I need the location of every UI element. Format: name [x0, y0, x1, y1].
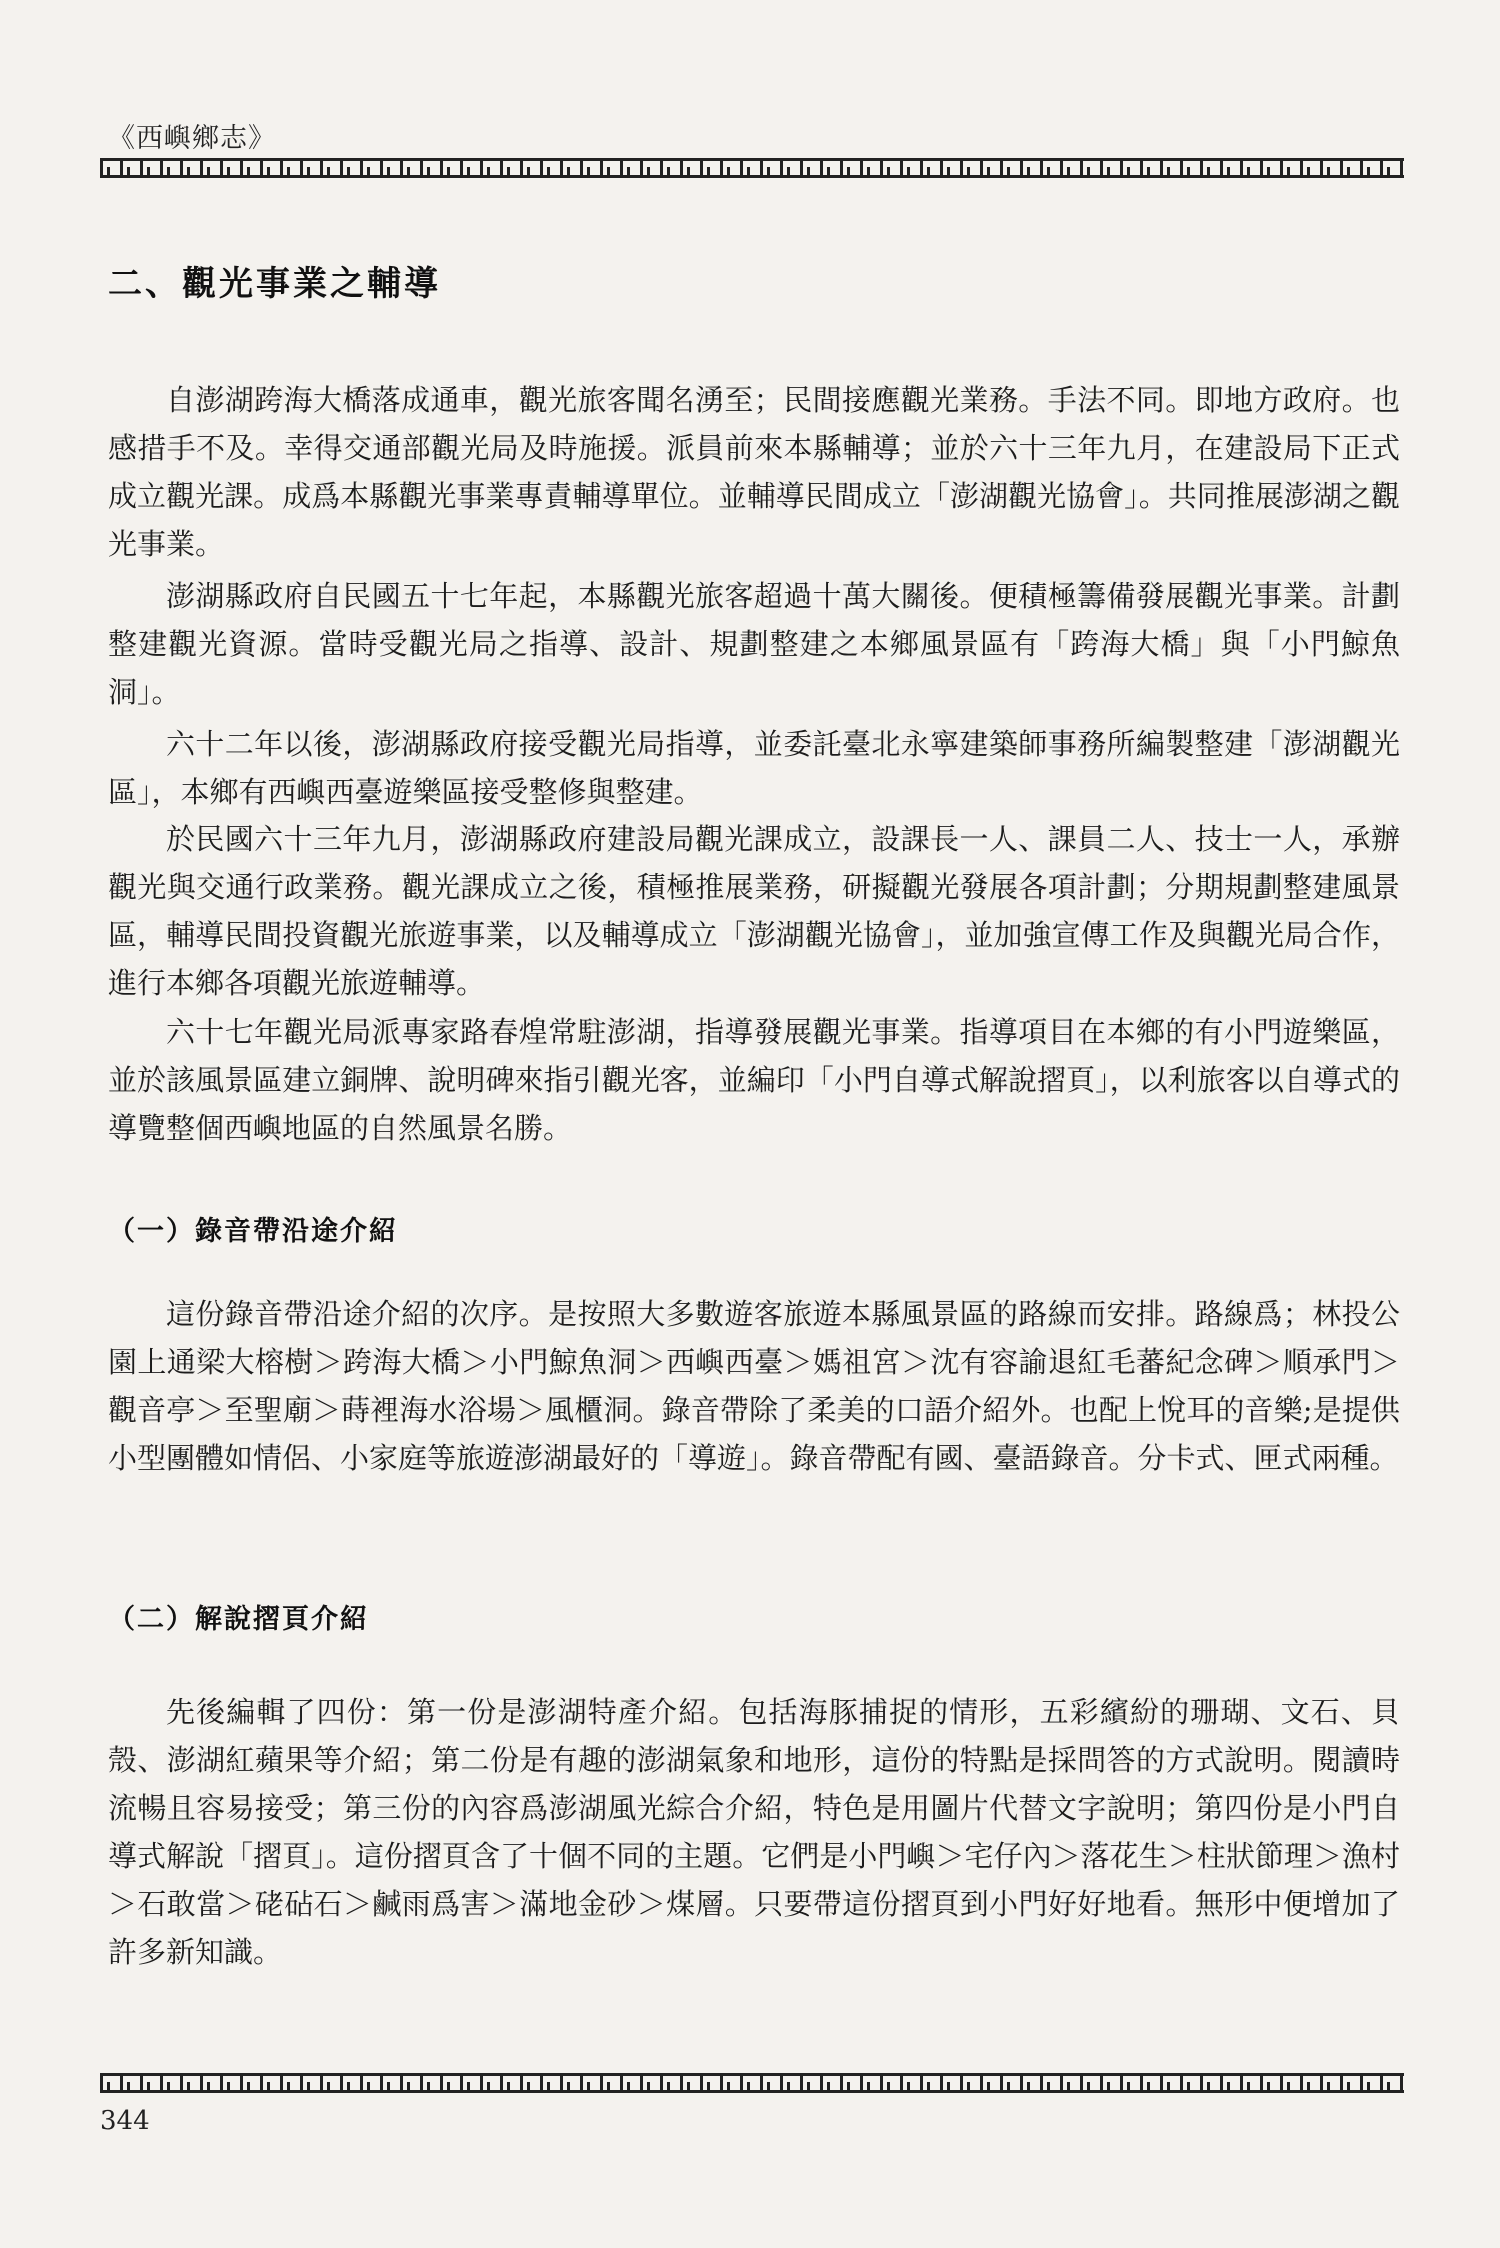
running-header: 《西嶼鄉志》	[108, 123, 276, 154]
paragraph-5: 六十七年觀光局派專家路春煌常駐澎湖，指導發展觀光事業。指導項目在本鄉的有小門遊樂區，並於該風景區建立銅牌、說明碑來指引觀光客，並編印「小門自導式解說摺頁」，以利旅客以自導式的導覽整個西嶼地區的自然風景名勝。	[108, 1015, 1400, 1145]
paragraph-2: 澎湖縣政府自民國五十七年起，本縣觀光旅客超過十萬大關後。便積極籌備發展觀光事業。計劃整建觀光資源。當時受觀光局之指導、設計、規劃整建之本鄉風景區有「跨海大橋」與「小門鯨魚洞」。	[108, 579, 1400, 709]
bottom-meander-border	[100, 2073, 1404, 2093]
page-number: 344	[100, 2106, 150, 2136]
paragraph-4: 於民國六十三年九月，澎湖縣政府建設局觀光課成立，設課長一人、課員二人、技士一人，承辦觀光與交通行政業務。觀光課成立之後，積極推展業務，研擬觀光發展各項計劃；分期規劃整建風景區，輔導民間投資觀光旅遊事業，以及輔導成立「澎湖觀光協會」，並加強宣傳工作及與觀光局合作，進行本鄉各項觀光旅遊輔導。	[108, 822, 1400, 1000]
section-title: 二、觀光事業之輔導	[108, 264, 441, 304]
paragraph-3: 六十二年以後，澎湖縣政府接受觀光局指導，並委託臺北永寧建築師事務所編製整建「澎湖觀光區」，本鄉有西嶼西臺遊樂區接受整修與整建。	[108, 727, 1400, 809]
paragraph-1: 自澎湖跨海大橋落成通車，觀光旅客聞名湧至；民間接應觀光業務。手法不同。即地方政府。也感措手不及。幸得交通部觀光局及時施援。派員前來本縣輔導；並於六十三年九月，在建設局下正式成立觀光課。成爲本縣觀光事業專責輔導單位。並輔導民間成立「澎湖觀光協會」。共同推展澎湖之觀光事業。	[108, 383, 1400, 561]
paragraph-recording: 這份錄音帶沿途介紹的次序。是按照大多數遊客旅遊本縣風景區的路線而安排。路線爲；林投公園上通梁大榕樹＞跨海大橋＞小門鯨魚洞＞西嶼西臺＞媽祖宮＞沈有容諭退紅毛蕃紀念碑＞順承門＞觀音亭＞至聖廟＞蒔裡海水浴場＞風櫃洞。錄音帶除了柔美的口語介紹外。也配上悅耳的音樂;是提供小型團體如情侶、小家庭等旅遊澎湖最好的「導遊」。錄音帶配有國、臺語錄音。分卡式、匣式兩種。	[108, 1297, 1400, 1475]
paragraph-brochure: 先後編輯了四份：第一份是澎湖特產介紹。包括海豚捕捉的情形，五彩繽紛的珊瑚、文石、貝殼、澎湖紅蘋果等介紹；第二份是有趣的澎湖氣象和地形，這份的特點是採問答的方式說明。閱讀時流暢且容易接受；第三份的內容爲澎湖風光綜合介紹，特色是用圖片代替文字說明；第四份是小門自導式解說「摺頁」。這份摺頁含了十個不同的主題。它們是小門嶼＞宅仔內＞落花生＞柱狀節理＞漁村＞石敢當＞硓砧石＞鹹雨爲害＞滿地金砂＞煤層。只要帶這份摺頁到小門好好地看。無形中便增加了許多新知識。	[108, 1695, 1400, 1969]
subsection-title-brochure: （二）解說摺頁介紹	[108, 1604, 369, 1635]
top-meander-border	[100, 158, 1404, 178]
subsection-title-recording: （一）錄音帶沿途介紹	[108, 1216, 398, 1247]
